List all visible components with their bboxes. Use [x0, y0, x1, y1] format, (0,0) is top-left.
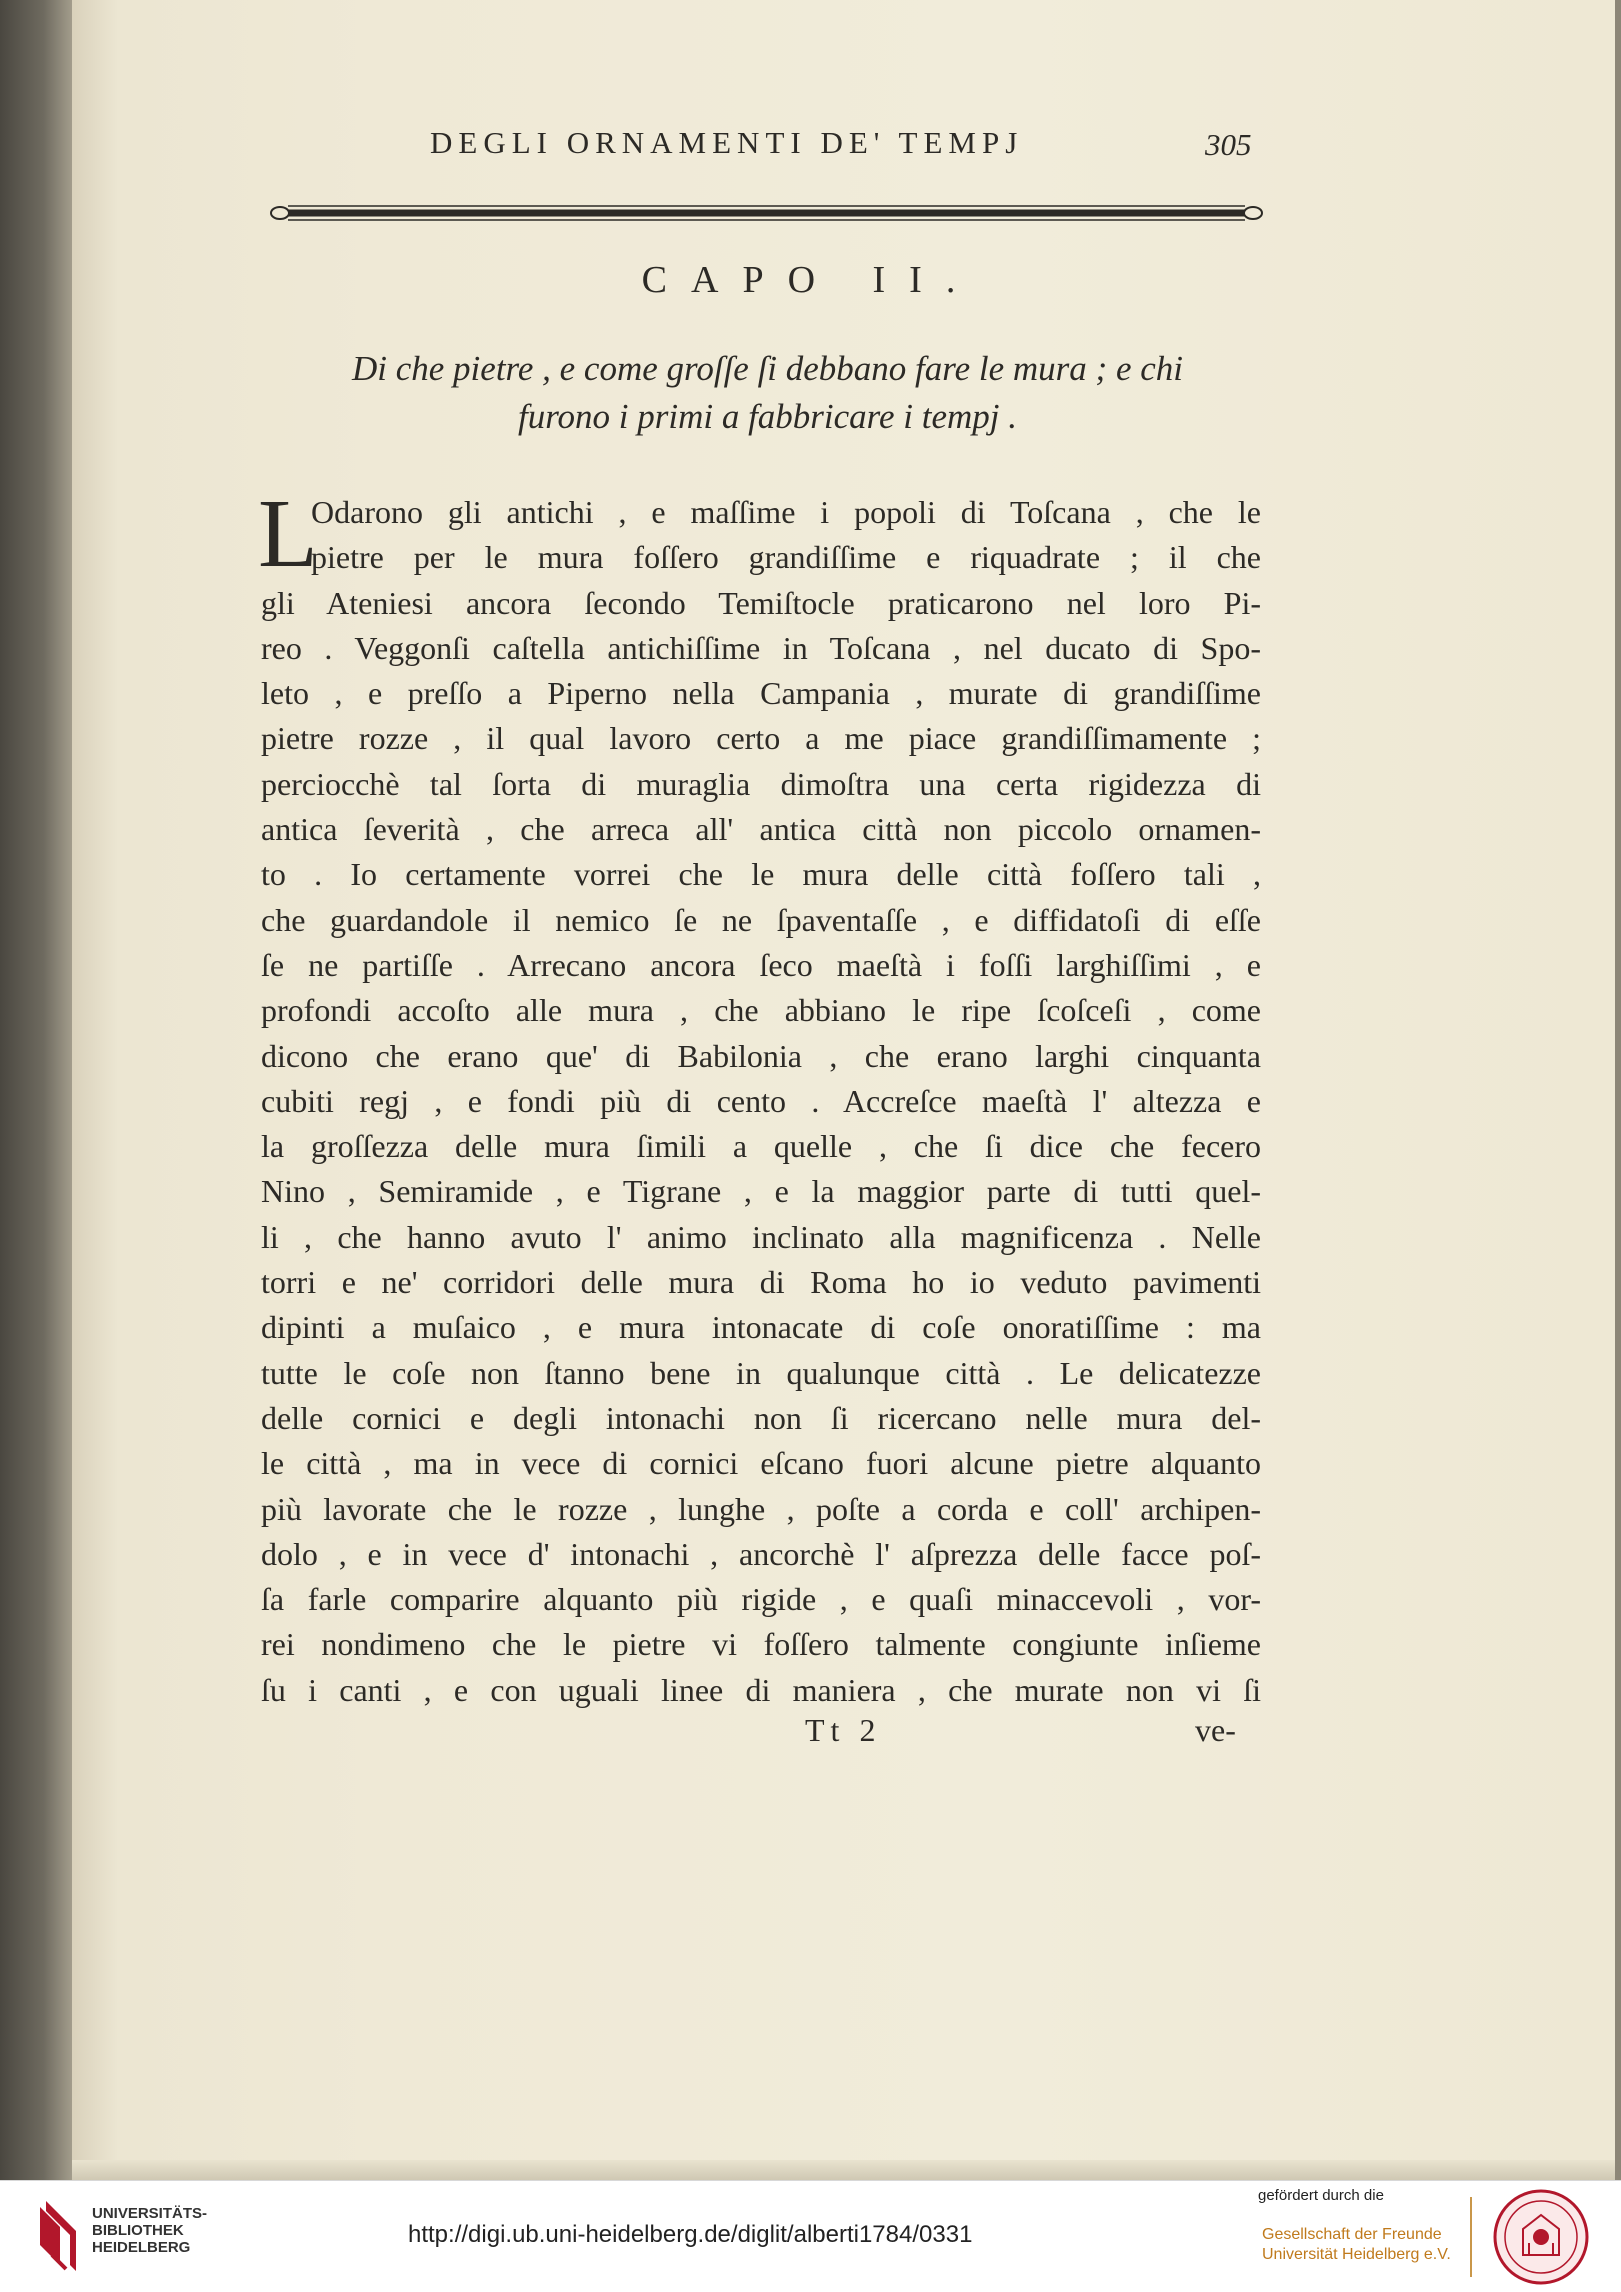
sponsor-name-line: Universität Heidelberg e.V. [1262, 2246, 1451, 2263]
scan-border [1615, 0, 1621, 2180]
text-line: leto , e preſſo a Piperno nella Campania , murate di grandiſſime [261, 675, 1261, 712]
signature-line [0, 1712, 1621, 1752]
text-line: dicono che erano que' di Babilonia , che erano larghi cinquanta [261, 1037, 1261, 1074]
library-name-line: UNIVERSITÄTS- [92, 2205, 208, 2222]
text-line: pietre rozze , il qual lavoro certo a me piace grandiſſimamente ; [261, 720, 1261, 757]
library-name [92, 2205, 207, 2256]
ornamental-rule [270, 200, 1265, 226]
text-line: delle cornici e degli intonachi non ſi ricercano nelle mura del- [261, 1399, 1261, 1436]
text-line: to . Io certamente vorrei che le mura delle città foſſero tali , [261, 856, 1261, 893]
divider [1470, 2197, 1472, 2277]
text-line: Odarono gli antichi , e maſſime i popoli di Toſcana , che le [311, 494, 1261, 530]
page-edge [72, 2160, 1615, 2180]
text-line: ſu i canti , e con uguali linee di maniera , che murate non vi ſi [261, 1671, 1261, 1708]
text-line: li , che hanno avuto l' animo inclinato alla magnificenza . Nelle [261, 1218, 1261, 1255]
library-name-line: BIBLIOTHEK [92, 2222, 184, 2239]
library-name-line: HEIDELBERG [92, 2239, 191, 2256]
sponsor-name-line: Gesellschaft der Freunde [1262, 2226, 1442, 2243]
text-line: tutte le coſe non ſtanno bene in qualunque città . Le delicatezze [261, 1354, 1261, 1391]
university-seal-icon [1493, 2189, 1589, 2285]
text-line: ſa farle comparire alquanto più rigide , e quaſi minaccevoli , vor- [261, 1581, 1261, 1618]
sponsor-caption: gefördert durch die [1258, 2187, 1384, 2204]
page-number: 305 [1205, 127, 1252, 162]
text-line: gli Ateniesi ancora ſecondo Temiſtocle praticarono nel loro Pi- [261, 584, 1261, 621]
text-line: che guardandole il nemico ſe ne ſpaventaſſe , e diffidatoſi di eſſe [261, 901, 1261, 938]
footer-bar [0, 2180, 1621, 2292]
chapter-title: CAPO II. [641, 259, 980, 301]
text-line: pietre per le mura foſſero grandiſſime e riquadrate ; il che [311, 539, 1261, 576]
text-line: dipinti a muſaico , e mura intonacate di coſe onoratiſſime : ma [261, 1309, 1261, 1346]
text-line: Nino , Semiramide , e Tigrane , e la maggior parte di tutti quel- [261, 1173, 1261, 1210]
text-line: più lavorate che le rozze , lunghe , poſte a corda e coll' archipen- [261, 1490, 1261, 1527]
university-library-logo-icon[interactable] [30, 2197, 100, 2275]
text-line: la groſſezza delle mura ſimili a quelle , che ſi dice che fecero [261, 1128, 1261, 1165]
drop-cap: L [258, 480, 318, 588]
body-text [261, 490, 1261, 1713]
scan-background [0, 0, 72, 2180]
sponsor-name[interactable] [1262, 2225, 1451, 2265]
running-head [0, 125, 1621, 175]
chapter-subtitle [270, 345, 1265, 441]
text-line: dolo , e in vece d' intonachi , ancorchè l' aſprezza delle facce poſ- [261, 1535, 1261, 1572]
text-line: rei nondimeno che le pietre vi foſſero talmente congiunte inſieme [261, 1626, 1261, 1663]
text-line: profondi accoſto alle mura , che abbiano le ripe ſcoſceſi , come [261, 992, 1261, 1029]
text-line: cubiti regj , e fondi più di cento . Accreſce maeſtà l' altezza e [261, 1082, 1261, 1119]
text-line: antica ſeverità , che arreca all' antica città non piccolo ornamen- [261, 811, 1261, 848]
text-line: ſe ne partiſſe . Arrecano ancora ſeco maeſtà i foſſi larghiſſimi , e [261, 946, 1261, 983]
text-line: perciocchè tal ſorta di muraglia dimoſtra una certa rigidezza di [261, 765, 1261, 802]
catchword: ve- [1195, 1712, 1236, 1748]
subtitle-line: Di che pietre , e come groſſe ſi debbano fare le mura ; e chi [351, 349, 1183, 388]
text-line: reo . Veggonſi caſtella antichiſſime in Toſcana , nel ducato di Spo- [261, 629, 1261, 666]
printer-signature: Tt 2 [805, 1712, 882, 1748]
text-line: torri e ne' corridori delle mura di Roma ho io veduto pavimenti [261, 1264, 1261, 1301]
subtitle-line: furono i primi a fabbricare i tempj . [517, 397, 1018, 436]
text-line: le città , ma in vece di cornici eſcano fuori alcune pietre alquanto [261, 1445, 1261, 1482]
permalink[interactable]: http://digi.ub.uni-heidelberg.de/diglit/alberti1784/0331 [408, 2221, 973, 2248]
running-title: DEGLI ORNAMENTI DE' TEMPJ [430, 125, 1024, 160]
